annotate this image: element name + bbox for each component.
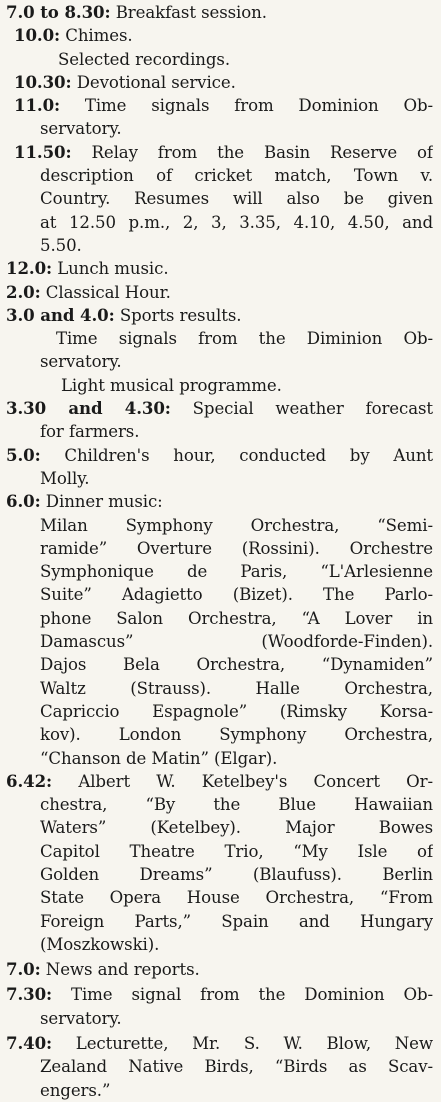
time-label: 10.30:	[14, 71, 72, 92]
entry-dinner-music	[6, 490, 433, 513]
entry-text: Lecturette, Mr. S. W. Blow, New	[75, 1034, 433, 1054]
entry-text-line: chestra, “By the Blue Hawaiian	[40, 795, 433, 815]
entry-text: Time signal from the Dominion Ob-	[71, 985, 433, 1005]
entry-ketelbey-concert	[6, 770, 433, 793]
time-label: 11.50:	[14, 141, 72, 162]
entry-text-line: Molly.	[40, 468, 90, 488]
entry-chimes	[6, 24, 433, 47]
entry-devotional	[6, 71, 433, 94]
entry-text: Children's hour, conducted by Aunt	[64, 445, 433, 465]
entry-classical	[6, 281, 433, 304]
entry-text: Albert W. Ketelbey's Concert Or-	[78, 771, 433, 791]
time-label: 6.42:	[6, 770, 53, 791]
entry-text: Lunch music.	[57, 259, 169, 279]
time-label: 5.0:	[6, 444, 41, 465]
entry-text-line: Country. Resumes will also be given	[40, 189, 433, 209]
time-label: 12.0:	[6, 258, 53, 279]
entry-text-line: State Opera House Orchestra, “From	[40, 888, 433, 908]
entry-text-line: “Chanson de Matin” (Elgar).	[40, 748, 278, 768]
entry-time-signal-evening	[6, 983, 433, 1006]
entry-text: Relay from the Basin Reserve of	[91, 142, 433, 162]
entry-text-line: Selected recordings.	[58, 49, 230, 69]
entry-lunch	[6, 257, 433, 280]
entry-weather	[6, 397, 433, 420]
time-label: 7.0 to 8.30:	[6, 2, 111, 22]
time-label: 2.0:	[6, 281, 41, 302]
entry-text: Devotional service.	[76, 72, 236, 92]
entry-text-line: 5.50.	[40, 235, 82, 255]
entry-text: Special weather forecast	[192, 399, 433, 419]
entry-text: Time signals from Dominion Ob-	[84, 96, 433, 116]
entry-cricket-relay	[6, 141, 433, 164]
entry-text-line: description of cricket match, Town v.	[40, 166, 433, 186]
entry-text-line: Damascus” (Woodforde-Finden).	[40, 632, 433, 652]
time-label: 3.30 and 4.30:	[6, 398, 171, 419]
entry-text-line: at 12.50 p.m., 2, 3, 3.35, 4.10, 4.50, and	[40, 212, 433, 232]
entry-text: Classical Hour.	[45, 282, 171, 302]
entry-text-line: Capriccio Espagnole” (Rimsky Korsa-	[40, 701, 433, 721]
time-label: 3.0 and 4.0:	[6, 304, 115, 325]
entry-text-line: phone Salon Orchestra, “A Lover in	[40, 608, 433, 628]
entry-text-line: Waltz (Strauss). Halle Orchestra,	[40, 678, 433, 698]
time-label: 7.0:	[6, 959, 41, 980]
entry-lecturette	[6, 1032, 433, 1055]
entry-sports	[6, 304, 433, 327]
entry-text: Sports results.	[119, 305, 242, 325]
entry-text-line: servatory.	[40, 1008, 122, 1028]
entry-text-line: Waters” (Ketelbey). Major Bowes	[40, 818, 433, 838]
entry-text-line: Milan Symphony Orchestra, “Semi-	[40, 515, 433, 535]
entry-text-line: kov). London Symphony Orchestra,	[40, 725, 433, 745]
entry-time-signals	[6, 94, 433, 117]
entry-text-line: Time signals from the Diminion Ob-	[56, 329, 433, 349]
entry-text-line: (Moszkowski).	[40, 934, 160, 954]
entry-news	[6, 958, 433, 981]
entry-text-line: Suite” Adagietto (Bizet). The Parlo-	[40, 585, 433, 605]
entry-text-line: servatory.	[40, 352, 122, 372]
entry-text-line: Foreign Parts,” Spain and Hungary	[40, 911, 433, 931]
entry-text-line: Dajos Bela Orchestra, “Dynamiden”	[40, 655, 433, 675]
entry-text-line: Golden Dreams” (Blaufuss). Berlin	[40, 864, 433, 884]
entry-text-line: Capitol Theatre Trio, “My Isle of	[40, 841, 433, 861]
entry-text: News and reports.	[45, 960, 200, 980]
time-label: 7.30:	[6, 984, 53, 1005]
entry-text: Dinner music:	[45, 492, 163, 512]
entry-text-line: for farmers.	[40, 422, 140, 442]
time-label: 6.0:	[6, 491, 41, 512]
time-label: 7.40:	[6, 1033, 53, 1054]
time-label: 10.0:	[14, 25, 61, 46]
entry-text-line: engers.”	[40, 1080, 111, 1100]
entry-breakfast	[6, 1, 433, 24]
entry-text: Chimes.	[65, 26, 133, 46]
entry-text-line: Zealand Native Birds, “Birds as Scav-	[40, 1057, 433, 1077]
entry-text-line: servatory.	[40, 119, 122, 139]
entry-text: Breakfast session.	[115, 3, 267, 22]
entry-childrens-hour	[6, 444, 433, 467]
entry-text-line: Symphonique de Paris, “L'Arlesienne	[40, 562, 433, 582]
entry-text-line: ramide” Overture (Rossini). Orchestre	[40, 538, 433, 558]
time-label: 11.0:	[14, 95, 61, 116]
entry-text-line: Light musical programme.	[61, 375, 282, 395]
